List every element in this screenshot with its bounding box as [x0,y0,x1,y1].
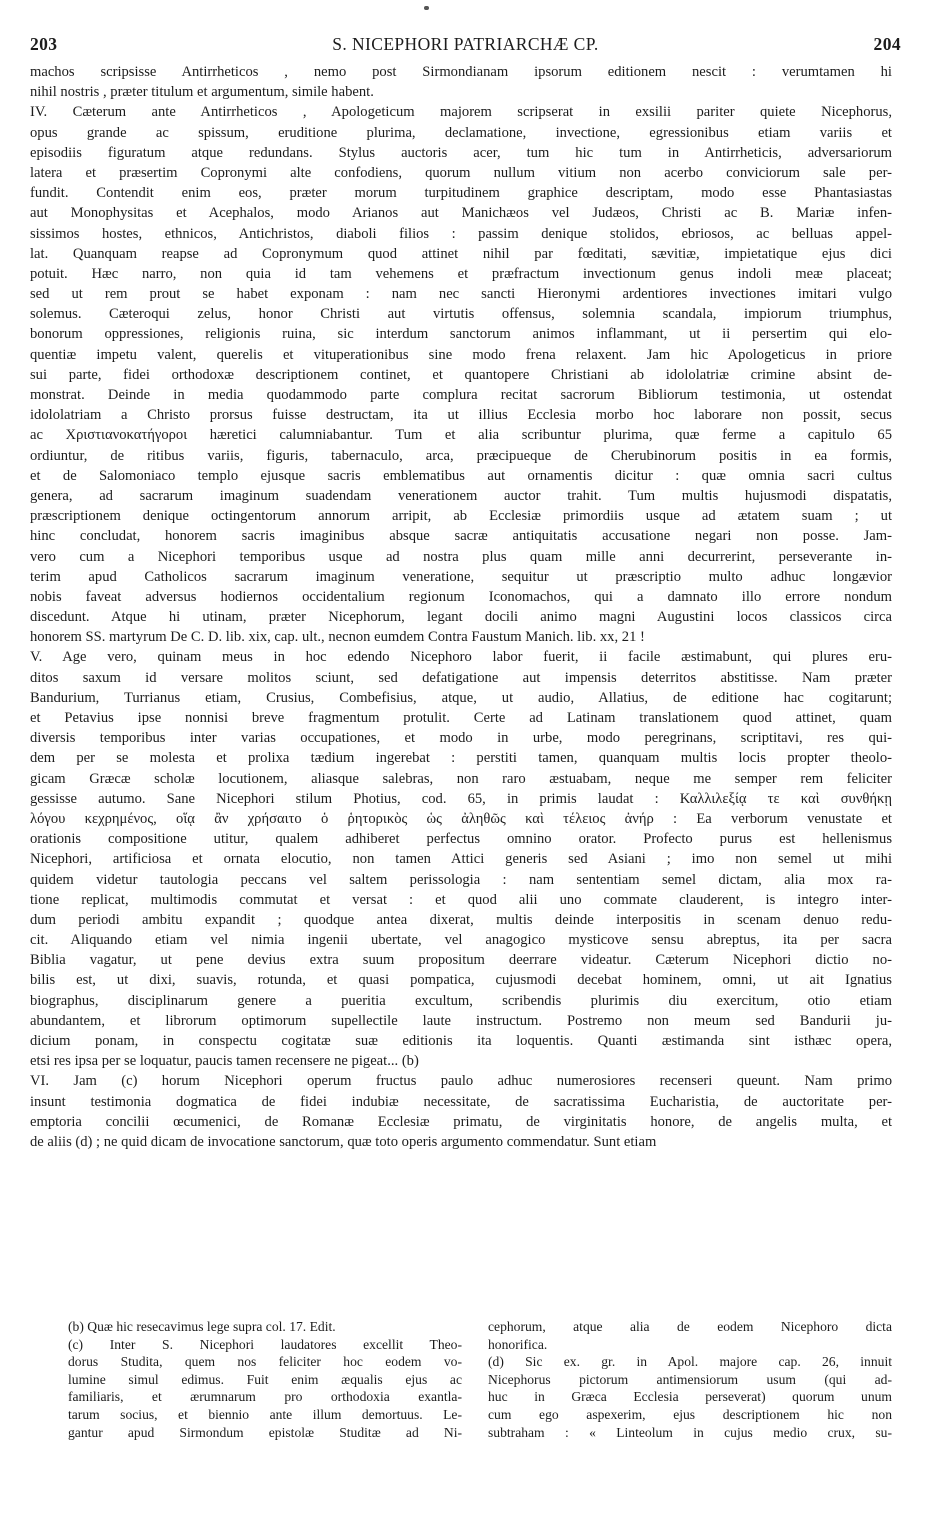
text-line: dum periodi ambitu expandit ; quodque antea dixerat, multis deinde interpositis in scenam denuo redu- [30,911,892,928]
text-line: discedunt. Atque hi utinam, præter Nicephorum, legant docili animo magni Augustini locos classicos circa [30,609,892,626]
footnote-line: Nicephorus pictorum antimensiorum usum (qui ad- [488,1371,892,1387]
text-line: Bandurium, Turrianus etiam, Crusius, Combefisius, atque, ut audio, Allatius, de editione hac cogitarunt; [30,689,892,706]
footnote-line: lumine simul edimus. Fuit enim æqualis ejus ac [68,1371,462,1387]
text-line: ordiuntur, de ritibus variis, figuris, tabernaculo, arca, præcipueque de Cherubinorum positis in ea formis, [30,447,892,464]
text-line: nobis faveat adversus hodiernos occidentalium regionum Iconomachos, qui a damnato illo errore nondum [30,588,892,605]
text-line: dem per se molesta et prolixa tædium ingerebat : perstiti tamen, quanquam multis locis propter theolo- [30,750,892,767]
footnote-line: cum ego aspexerim, ejus descriptionem hic non [488,1406,892,1422]
text-line: quidem videtur tautologia peccans vel saltem perissologia : nam sententiam semel dictam, alia mox ra- [30,871,892,888]
footnote-line: cephorum, atque alia de eodem Nicephoro dicta [488,1319,892,1334]
text-line: idololatriam a Christo prorsus fuisse destructam, ita ut illius Ecclesia morbo hoc laborare non possit, secus [30,407,892,424]
text-line: V. Age vero, quinam meus in hoc edendo Nicephoro labor fuerit, ii facile æstimabunt, qui plures eru- [30,649,892,666]
footnotes-left-column [68,1318,462,1441]
text-line: et Petavius ipse nonnisi breve fragmentum protulit. Certe ad Latinam translationem quod attinet, quam [30,710,892,726]
text-line: dicium ponam, in conspectu cogitatæ suæ editionis ita loquentis. Quanti æstimanda sint isthæc opera, [30,1033,892,1049]
text-line: tione replicat, multimodis commutat et versat : et quod alii uno commate clauderent, is integro inter- [30,891,892,908]
text-line: λόγου κεχρημένος, οἵᾳ ἂν χρήσαιτο ὁ ῥητορικὸς ὡς ἀληθῶς καὶ τέλειος ἀνήρ : Ea verborum venustate et [30,810,892,827]
text-line: potuit. Hæc narro, non quia id tam vehemens et præfractum invectionum genus indoli meæ placeat; [30,265,892,282]
page-number-left: 203 [30,34,58,54]
text-line: de aliis (d) ; ne quid dicam de invocatione sanctorum, quæ toto operis argumento commendatur. Sunt etiam [30,1133,657,1150]
ink-speck [424,6,429,10]
text-line: genera, ad sacrarum imaginum suadendam venerationem auctor trahit. Tum multis hujusmodi dispatatis, [30,487,892,504]
footnote-line: subtraham : « Linteolum in cujus medio crux, su- [488,1424,892,1440]
text-line: fundit. Contendit enim eos, præter morum turpitudinem graphice descriptam, modo esse Phantasiastas [30,185,892,202]
running-title: S. NICEPHORI PATRIARCHÆ CP. [332,34,599,54]
page-header [30,34,901,58]
text-line: orationis compositione utitur, qualem adhiberet perfectus omnino orator. Profecto purus est hellenismus [30,831,892,848]
main-text [30,62,892,1152]
text-line: diversis temporibus inter varias occupationes, et modo in urbe, modo peregrinans, scriptitavi, res qui- [30,730,892,747]
text-line: solemus. Cæteroqui zelus, honor Christi aut virtutis offensus, solemnia scandala, impiorum triumphus, [30,306,892,323]
footnote-line: familiaris, et ærumnarum pro orthodoxia exantla- [68,1389,462,1405]
text-line: cit. Aliquando etiam vel nimia ingenii ubertate, vel anagogico mysticove sensu abreptus, ita per sacra [30,932,892,949]
text-line: episodiis figuratum atque redundans. Stylus auctoris acer, tum hic tum in Antirrheticis, adversariorum [30,144,892,161]
text-line: insunt testimonia dogmatica de fidei indubiæ necessitate, de sacratissima Eucharistia, de auctoritate per- [30,1093,892,1110]
text-line: bilis est, ut dixi, suavis, rotunda, et quasi pompatica, cujusmodi decebat hominem, omni, ut ait Ignatius [30,972,892,989]
page-number-right: 204 [873,34,901,54]
text-line: quentiæ impetu valent, querelis et vituperationibus sine modo frena relaxent. Jam hic Apologeticus in priore [30,346,892,363]
text-line: VI. Jam (c) horum Nicephori operum fructus paulo adhuc numerosiores recenseri queunt. Nam primo [30,1073,892,1090]
text-line: præscriptionem denique octingentorum annorum arripit, ab Ecclesiæ primordiis usque ad ætatem suam ; ut [30,508,892,525]
text-line: abundantem, et librorum optimorum supellectile laute instructum. Postremo non meum sed Bandurii ju- [30,1012,892,1029]
text-line: Nicephori, artificiosa et ornata elocutio, non tamen Attici generis sed Asiani ; imo non semel ut mihi [30,851,892,868]
footnote-line: gantur apud Sirmondum epistolæ Studitæ ad Ni- [68,1424,462,1440]
text-line: bonorum oppressiones, religionis ruina, sic interdum sanctorum animos inflammant, ut ii persertim qui elo- [30,326,892,343]
text-line: sed ut rem prout se habet exponam : nam nec sancti Hieronymi ardentiores invectiones imitari vulgo [30,286,892,303]
text-line: IV. Cæterum ante Antirrheticos , Apologeticum majorem scripserat in exsilii pariter quiete Nicephorus, [30,104,892,121]
text-line: ac Χριστιανοκατήγοροι hæretici calumniabantur. Tum et alia scribuntur plurima, quæ ferme a capitulo 65 [30,427,892,444]
text-line: machos scripsisse Antirrheticos , nemo post Sirmondianam ipsorum editionem nescit : verumtamen hi [30,64,892,80]
text-line: ditos saxum id versare molitos sciunt, sed defatigatione aut impensis deterritos abstitisse. Nam præter [30,669,892,686]
text-line: sui parte, fidei orthodoxæ descriptionem continet, et quantopere Christiani ab idololatriæ crimine absint de- [30,366,892,383]
footnote-line: (d) Sic ex. gr. in Apol. majore cap. 26, innuit [488,1354,892,1370]
footnote-line: dorus Studita, quem nos feliciter hoc eodem vo- [68,1354,462,1370]
text-line: aut Monophysitas et Acephalos, modo Arianos aut Manichæos vel Judæos, Christi ac B. Mariæ infen- [30,205,892,222]
footnotes-right-column [488,1318,892,1441]
text-line: etsi res ipsa per se loquatur, paucis tamen recensere ne pigeat... (b) [30,1053,419,1070]
footnote-line: tarum socius, et biennio ante illum demortuus. Le- [68,1406,462,1422]
text-line: emptoria concilii œcumenici, de Romanæ Ecclesiæ primatu, de virginitatis honore, de angelis multa, et [30,1113,892,1130]
text-line: terim apud Catholicos sacrarum imaginum veneratione, sequitur ut præscriptio multo adhuc longævior [30,568,892,585]
footnote-line: (c) Inter S. Nicephori laudatores excellit Theo- [68,1336,462,1352]
text-line: sissimos hostes, ethnicos, Antichristos, diaboli filios : passim denique stolidos, ebriosos, ac belluas appel- [30,225,892,242]
footnote-line: huc in Græca Ecclesia perseverat) quorum unum [488,1389,892,1405]
text-line: Biblia vagatur, ut pene devius extra suum propositum deerrare videatur. Cæterum Nicephori dictio no- [30,952,892,969]
text-line: monstrat. Deinde in media quodammodo parte complura recitat sacrorum Bibliorum testimonia, ut ostendat [30,387,892,403]
text-line: nihil nostris , præter titulum et argumentum, simile habent. [30,84,374,101]
text-line: et de Salomoniaco templo ejusque sacris emblematibus aut ornamentis dicitur : quæ omnia sacri cultus [30,467,892,484]
text-line: gessisse autumo. Sane Nicephori stilum Photius, cod. 65, in primis laudat : Καλλιλεξίᾳ τε καὶ συνθήκῃ [30,790,892,807]
text-line: biographus, disciplinarum genere a pueritia excultum, scribendis plurimis diu exercitum, otio etiam [30,992,892,1009]
text-line: hinc concludat, honorem sacris imaginibus absque sacræ antiquitatis accusatione negari non posse. Jam- [30,528,892,545]
text-line: vero cum a Nicephori temporibus usque ad nostra plus quam mille anni decurrerint, perseverante in- [30,548,892,565]
text-line: honorem SS. martyrum De C. D. lib. xix, cap. ult., necnon eumdem Contra Faustum Manich. lib. xx, 21 ! [30,629,645,646]
text-line: lat. Quanquam reapse ad Copronymum quod attinet nihil par fœditati, sævitiæ, impietatique ejus dici [30,245,892,262]
text-line: opus grande ac spissum, eruditione plurima, declamatione, invectione, egressionibus etiam variis et [30,124,892,141]
footnote-line: (b) Quæ hic resecavimus lege supra col. 17. Edit. [68,1319,336,1334]
footnote-line: honorifica. [488,1336,548,1352]
text-line: latera et præsertim Copronymi alte confodiens, quorum nullum vitium non acerbo conviciorum sale per- [30,164,892,181]
text-line: gicam Græcæ scholæ locutionem, aliasque salebras, non raro æstuabam, neque me semper rem feliciter [30,770,892,787]
